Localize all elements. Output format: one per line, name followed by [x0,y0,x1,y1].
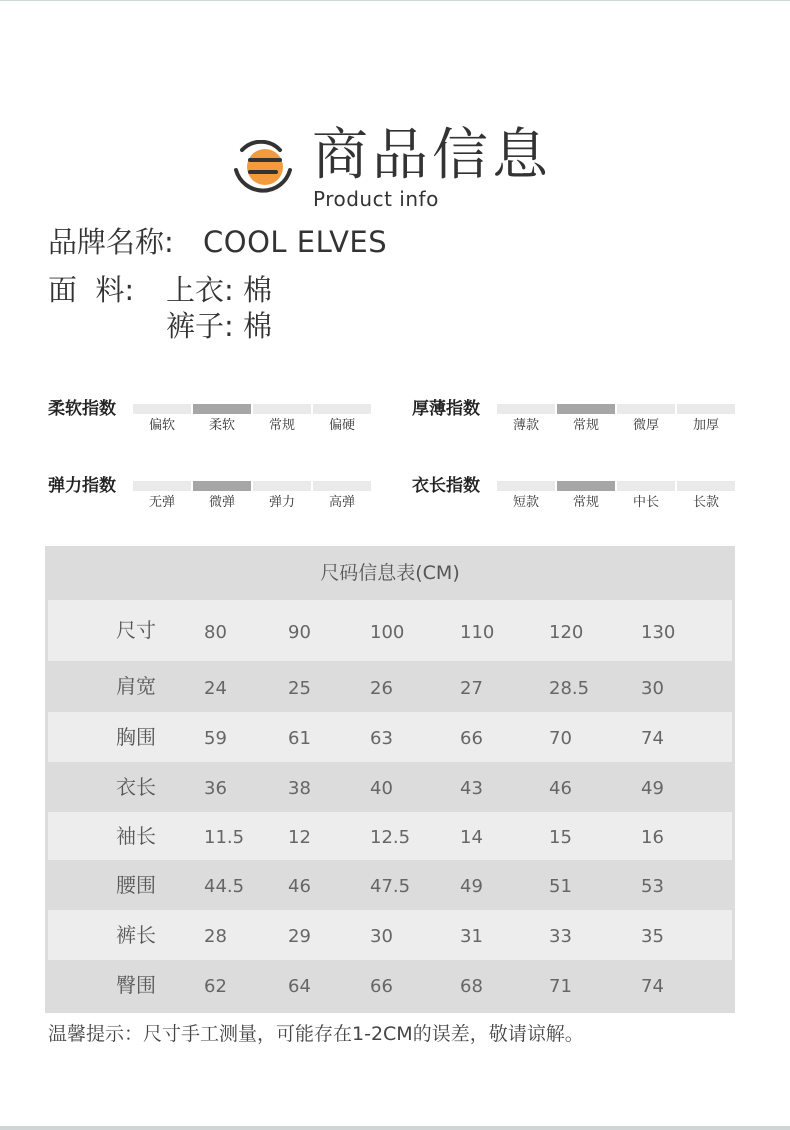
row-label: 衣长 [116,775,156,799]
thickness-index-option: 加厚 [692,418,719,433]
row-label: 尺寸 [116,618,156,642]
table-cell: 51 [549,876,572,897]
brand-label: 品牌名称: [48,225,174,259]
table-cell: 12.5 [370,827,411,848]
length-index-bar [677,481,735,491]
page-title: 商品信息 [312,123,552,188]
table-cell: 29 [288,926,311,947]
row-label: 袖长 [116,824,156,848]
table-cell: 40 [370,778,393,799]
row-label: 胸围 [116,725,156,749]
length-index-bar [557,481,615,491]
thickness-index-bar [557,404,615,414]
softness-index-bar [253,404,311,414]
table-cell: 74 [641,728,664,749]
elasticity-index-bar [253,481,311,491]
table-cell: 46 [288,876,311,897]
table-cell: 28 [204,926,227,947]
fabric-top: 上衣: 棉 [166,273,272,307]
thickness-index-option: 常规 [572,418,599,433]
softness-index-option: 偏软 [148,418,175,433]
table-cell: 15 [549,827,572,848]
softness-index-bar [133,404,191,414]
table-cell: 110 [460,622,495,643]
table-row [48,762,732,812]
table-cell: 59 [204,728,227,749]
elasticity-index-option: 微弹 [208,495,235,510]
table-cell: 30 [370,926,393,947]
page-subtitle: Product info [313,187,439,211]
table-cell: 38 [288,778,311,799]
row-label: 腰围 [116,873,156,897]
table-cell: 64 [288,976,311,997]
thickness-index-bar [497,404,555,414]
table-cell: 71 [549,976,572,997]
table-row [48,600,732,661]
table-cell: 80 [204,622,227,643]
table-cell: 49 [641,778,664,799]
length-index-option: 短款 [512,495,539,510]
elasticity-index-option: 弹力 [268,495,295,510]
measurement-note: 温馨提示：尺寸手工测量，可能存在1-2CM的误差，敬请谅解。 [48,1023,584,1045]
elasticity-index-bar [133,481,191,491]
table-cell: 12 [288,827,311,848]
table-cell: 36 [204,778,227,799]
length-index-option: 中长 [632,495,659,510]
table-row [48,960,732,1010]
thickness-index-bar [677,404,735,414]
size-table [45,546,735,1013]
table-cell: 100 [370,622,405,643]
table-cell: 11.5 [204,827,245,848]
softness-index-bar [193,404,251,414]
table-cell: 27 [460,678,483,699]
table-cell: 26 [370,678,393,699]
table-cell: 66 [460,728,483,749]
table-cell: 24 [204,678,227,699]
table-cell: 90 [288,622,311,643]
table-cell: 130 [641,622,676,643]
softness-index-option: 偏硬 [328,418,355,433]
length-index-bar [497,481,555,491]
length-index-option: 常规 [572,495,599,510]
table-cell: 62 [204,976,227,997]
table-row [48,712,732,762]
row-label: 臀围 [116,973,156,997]
top-divider [0,0,790,1]
size-table-title: 尺码信息表(CM) [320,562,460,584]
elasticity-index-bar [193,481,251,491]
table-cell: 120 [549,622,584,643]
product-info-icon [228,140,298,200]
softness-index-option: 柔软 [208,418,235,433]
table-cell: 35 [641,926,664,947]
table-cell: 31 [460,926,483,947]
row-label: 肩宽 [116,674,156,698]
elasticity-index-label: 弹力指数 [48,476,116,496]
table-cell: 49 [460,876,483,897]
softness-index-option: 常规 [268,418,295,433]
table-cell: 14 [460,827,483,848]
table-cell: 61 [288,728,311,749]
table-cell: 30 [641,678,664,699]
table-row [48,860,732,910]
table-cell: 44.5 [204,876,245,897]
softness-index-bar [313,404,371,414]
table-cell: 47.5 [370,876,411,897]
thickness-index-option: 微厚 [632,418,659,433]
table-cell: 53 [641,876,664,897]
table-cell: 33 [549,926,572,947]
brand-value: COOL ELVES [203,225,388,259]
softness-index-label: 柔软指数 [48,399,116,419]
table-cell: 70 [549,728,572,749]
table-row [48,661,732,712]
table-cell: 25 [288,678,311,699]
fabric-label: 面 料: [48,273,135,307]
bottom-divider [0,1126,790,1130]
table-cell: 46 [549,778,572,799]
table-row [48,910,732,960]
length-index-option: 长款 [692,495,719,510]
elasticity-index-option: 无弹 [148,495,175,510]
table-cell: 63 [370,728,393,749]
table-cell: 66 [370,976,393,997]
table-cell: 68 [460,976,483,997]
thickness-index-bar [617,404,675,414]
table-cell: 16 [641,827,664,848]
elasticity-index-option: 高弹 [328,495,355,510]
elasticity-index-bar [313,481,371,491]
table-cell: 74 [641,976,664,997]
table-cell: 28.5 [549,678,590,699]
table-cell: 43 [460,778,483,799]
thickness-index-label: 厚薄指数 [412,399,480,419]
table-row [48,812,732,860]
length-index-bar [617,481,675,491]
thickness-index-option: 薄款 [512,418,539,433]
length-index-label: 衣长指数 [412,476,480,496]
fabric-bottom: 裤子: 棉 [166,309,272,343]
row-label: 裤长 [116,923,156,947]
